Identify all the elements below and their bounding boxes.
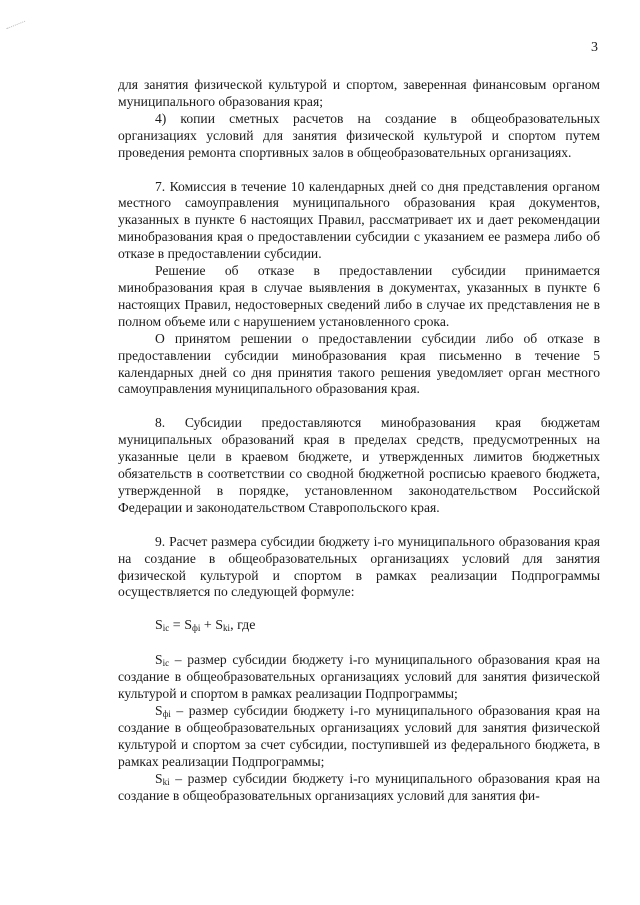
paragraph-gap <box>118 517 600 534</box>
scan-artifact <box>6 21 29 41</box>
definition-s-phi: $S_{фi}$ – размер субсидии бюджету i-го муниципального образования края на создание в общеобразовательных организациях условий для занятия физической культурой и спортом за счет субсидии, поступившей из федерального бюджета, в рамках реализации Подпрограммы; <box>118 703 600 769</box>
page-number: 3 <box>591 40 598 55</box>
definition-s-ki: $S_{ki}$ – размер субсидии бюджету i-го муниципального образования края на создание в общеобразовательных организациях условий для занятия фи- <box>118 770 600 803</box>
paragraph-gap <box>118 162 600 179</box>
paragraph-clause-9: 9. Расчет размера субсидии бюджету i-го муниципального образования края на создание в общеобразовательных организациях условий для занятия физической культурой и спортом в рамках реализации Подпрограммы осуществляется по следующей формуле: <box>118 533 600 600</box>
formula: $S_{ic} = S_{фi} + S_{ki}$, где <box>155 618 256 634</box>
paragraph-gap <box>118 398 600 415</box>
paragraph-refusal-decision: Решение об отказе в предоставлении субсидии принимается минобразования края в случае выявления в документах, указанных в пункте 6 настоящих Правил, недостоверных сведений либо в случае их представления не в полном объеме или с нарушением установленного срока. <box>118 263 600 329</box>
paragraph-item-4: 4) копии сметных расчетов на создание в общеобразовательных организациях условий для занятия физической культурой и спортом путем проведения ремонта спортивных залов в общеобразовательных организациях. <box>118 110 600 160</box>
paragraph-notification: О принятом решении о предоставлении субсидии либо об отказе в предоставлении субсидии минобразования края письменно в течение 5 календарных дней со дня принятия такого решения уведомляет орган местного самоуправления муниципального образования края. <box>118 330 600 397</box>
definition-s-ic: $S_{ic}$ – размер субсидии бюджету i-го муниципального образования края на создание в общеобразовательных организациях условий для занятия физической культурой и спортом в рамках реализации Подпрограммы; <box>118 652 600 702</box>
paragraph-clause-7: 7. Комиссия в течение 10 календарных дней со дня представления органом местного самоуправления муниципального образования края документов, указанных в пункте 6 настоящих Правил, рассматривает их и дает рекомендации минобразования края о предоставлении субсидии с указанием ее размера либо об отказе в предоставлении субсидии. <box>118 178 600 262</box>
document-body <box>118 77 600 804</box>
paragraph-continuation: для занятия физической культурой и спортом, заверенная финансовым органом муниципального образования края; <box>118 77 600 109</box>
paragraph-clause-8: 8. Субсидии предоставляются минобразования края бюджетам муниципальных образований края в пределах средств, предусмотренных на указанные цели в краевом бюджете, и утвержденных лимитов бюджетных обязательств в соответствии со сводной бюджетной росписью краевого бюджета, утвержденной в порядке, установленном законодательством Российской Федерации и законодательством Ставропольского края. <box>118 415 600 515</box>
